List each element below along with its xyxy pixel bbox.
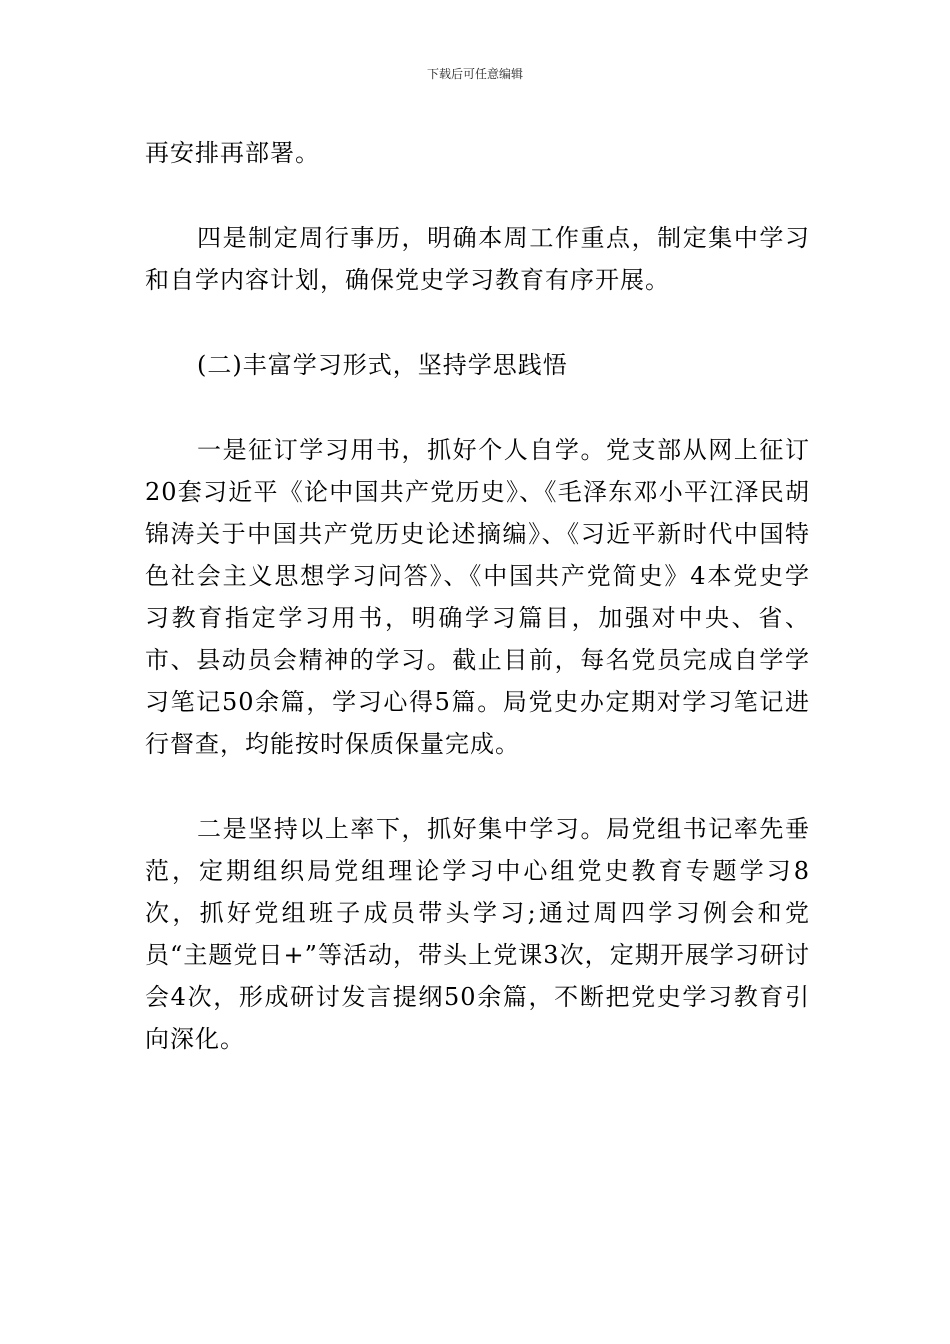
section-heading: (二)丰富学习形式，坚持学思践悟: [197, 351, 568, 379]
document-body: [145, 132, 810, 1060]
paragraph-one-self-study: 一是征订学习用书，抓好个人自学。党支部从网上征订20套习近平《论中国共产党历史》、《毛泽东邓小平江泽民胡锦涛关于中国共产党历史论述摘编》、《习近平新时代中国特色社会主义思想学习问答》、《中国共产党简史》4本党史学习教育指定学习用书，明确学习篇目，加强对中央、省、市、县动员会精神的学习。截止目前，每名党员完成自学学习笔记50余篇，学习心得5篇。局党史办定期对学习笔记进行督查，均能按时保质保量完成。: [145, 436, 810, 758]
paragraph-gap: [145, 174, 810, 217]
paragraph-gap: [145, 301, 810, 344]
paragraph-continuation: 再安排再部署。: [145, 139, 320, 167]
paragraph-two-group-study: 二是坚持以上率下，抓好集中学习。局党组书记率先垂范，定期组织局党组理论学习中心组党史教育专题学习8次，抓好党组班子成员带头学习;通过周四学习例会和党员“主题党日+”等活动，带头上党课3次，定期开展学习研讨会4次，形成研讨发言提纲50余篇，不断把党史学习教育引向深化。: [145, 815, 810, 1053]
paragraph-gap: [145, 765, 810, 808]
paragraph-gap: [145, 386, 810, 429]
paragraph-four-weekly-plan: 四是制定周行事历，明确本周工作重点，制定集中学习和自学内容计划，确保党史学习教育有序开展。: [145, 224, 810, 294]
page-header: 下载后可任意编辑: [426, 67, 523, 81]
